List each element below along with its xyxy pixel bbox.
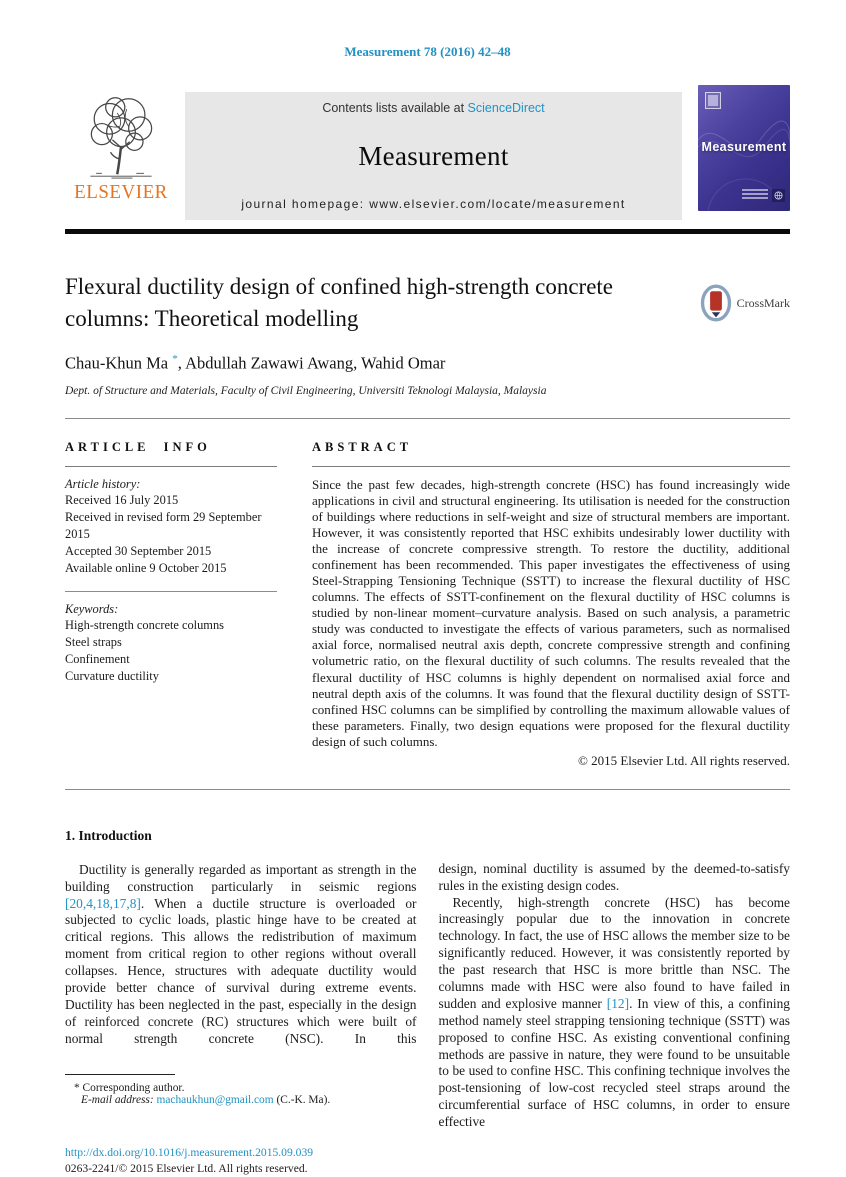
authors-rest: , Abdullah Zawawi Awang, Wahid Omar bbox=[177, 353, 446, 373]
body-columns bbox=[65, 828, 790, 1131]
masthead bbox=[65, 92, 790, 220]
contents-line bbox=[322, 101, 544, 115]
abstract-copyright: © 2015 Elsevier Ltd. All rights reserved. bbox=[577, 752, 790, 768]
email-link[interactable]: machaukhun@gmail.com bbox=[156, 1093, 274, 1106]
history-item: Received in revised form 29 September 2015 bbox=[65, 510, 262, 542]
authors-line bbox=[65, 353, 790, 374]
cover-globe-icon bbox=[772, 189, 785, 202]
keyword-item: Confinement bbox=[65, 651, 130, 666]
intro-paragraph-right-2 bbox=[439, 895, 791, 1131]
cover-imprint-lines bbox=[742, 187, 768, 199]
rights-line: 0263-2241/© 2015 Elsevier Ltd. All rights reserved. bbox=[65, 1162, 308, 1176]
keyword-item: Curvature ductility bbox=[65, 668, 159, 683]
doi-block bbox=[65, 1145, 790, 1177]
journal-citation-link[interactable]: Measurement 78 (2016) 42–48 bbox=[344, 44, 511, 59]
elsevier-logo bbox=[65, 92, 177, 220]
keyword-item: Steel straps bbox=[65, 634, 122, 649]
crossmark-badge[interactable] bbox=[700, 281, 790, 325]
doi-link[interactable]: http://dx.doi.org/10.1016/j.measurement.2015.09.039 bbox=[65, 1146, 314, 1160]
journal-title: Measurement bbox=[358, 140, 509, 171]
section-heading-introduction: 1. Introduction bbox=[65, 827, 152, 843]
title-block bbox=[65, 271, 790, 334]
email-suffix: (C.-K. Ma). bbox=[273, 1093, 331, 1106]
crossmark-icon bbox=[700, 282, 732, 324]
affiliation: Dept. of Structure and Materials, Faculty of Civil Engineering, Universiti Teknologi Malaysia, Malaysia bbox=[65, 384, 547, 397]
history-item: Available online 9 October 2015 bbox=[65, 561, 227, 576]
keyword-item: High-strength concrete columns bbox=[65, 617, 224, 632]
email-label: E-mail address: bbox=[81, 1093, 157, 1106]
article-info-heading: ARTICLE INFO bbox=[65, 439, 211, 454]
intro-right-text-1: Recently, high-strength concrete (HSC) has become increasingly popular due to the innovation in concrete technology. In fact, the use of HSC allows the member size to be significantly reduced. However, it was consistently reported by the past research that HSC is more brittle than NSC. The columns made with HSC were also found to have failed in sudden and explosive manner bbox=[438, 894, 790, 1011]
crossmark-label: CrossMark bbox=[736, 295, 790, 310]
rule-below-abstract bbox=[65, 789, 790, 790]
cover-elsevier-mini-logo bbox=[705, 92, 721, 109]
abstract-heading: ABSTRACT bbox=[312, 439, 413, 454]
elsevier-wordmark: ELSEVIER bbox=[74, 181, 168, 204]
email-line bbox=[65, 1094, 417, 1106]
abstract-column bbox=[312, 440, 790, 769]
contents-prefix: Contents lists available at bbox=[322, 101, 468, 115]
article-info-column bbox=[65, 440, 277, 769]
intro-paragraph-left bbox=[65, 862, 417, 1048]
intro-right-text-2: . In view of this, a confining method namely steel strapping tensioning technique (SSTT) was proposed to confine HSC. As existing conventional confining methods are passive in nature, they were found to be unsuitable to be used to confine HSC. This confining technique involves the post-tensioning of low-cost recycled steel straps around the circumferential surface of HSC columns, in order to ensure effective bbox=[438, 995, 790, 1130]
rule-above-meta bbox=[65, 418, 790, 419]
journal-homepage-link[interactable]: journal homepage: www.elsevier.com/locate/measurement bbox=[241, 197, 626, 211]
header-divider bbox=[65, 229, 790, 234]
history-label: Article history: bbox=[65, 476, 141, 491]
intro-left-text-2: . When a ductile structure is overloaded or subjected to cyclic loads, plastic hinge have to be created at critical regions. This allows the redistribution of maximum moment from critical region to other regions without overall collapses. Hence, structures with adequate ductility would provide better chance of survival during extreme events. Ductility has been neglected in the past, especially in the design of reinforced concrete (RC) structures which were built of normal strength concrete (NSC). In this bbox=[65, 895, 417, 1046]
abstract-rule bbox=[312, 466, 790, 467]
corresponding-author-mark[interactable]: * bbox=[172, 353, 178, 366]
citation-ref-link[interactable]: [20,4,18,17,8] bbox=[65, 895, 141, 911]
elsevier-tree-icon bbox=[73, 92, 169, 180]
journal-banner bbox=[185, 92, 682, 220]
meta-section bbox=[65, 440, 790, 769]
journal-cover-thumbnail bbox=[698, 85, 790, 211]
keywords-divider bbox=[65, 591, 277, 592]
corresponding-author-note: * Corresponding author. bbox=[74, 1081, 185, 1094]
paper-title: Flexural ductility design of confined high-strength concrete columns: Theoretical modelling bbox=[65, 274, 614, 331]
left-column bbox=[65, 828, 417, 1131]
history-item: Accepted 30 September 2015 bbox=[65, 544, 212, 559]
intro-left-text-1: Ductility is generally regarded as important as strength in the building construction particularly in seismic regions bbox=[65, 861, 417, 894]
right-column bbox=[439, 828, 791, 1131]
footnote-rule bbox=[65, 1074, 175, 1075]
sciencedirect-link[interactable]: ScienceDirect bbox=[467, 101, 545, 115]
footnote-block bbox=[65, 1074, 417, 1106]
history-item: Received 16 July 2015 bbox=[65, 492, 179, 507]
citation-ref-link[interactable]: [12] bbox=[606, 995, 630, 1011]
keywords-label: Keywords: bbox=[65, 601, 119, 616]
article-info-rule bbox=[65, 466, 277, 467]
intro-paragraph-right-1: design, nominal ductility is assumed by the deemed-to-satisfy rules in the existing design codes. bbox=[438, 860, 790, 893]
abstract-text: Since the past few decades, high-strength concrete (HSC) has found increasingly wide applications in civil and structural engineering. Its utilisation is needed for the construction of buildings where reductions in self-weight and size of structural members are important. However, it was consistently reported that HSC exhibits undesirably lower ductility with the increase of concrete compressive strength. To restore the ductility, additional confinement has been recommended. This paper investigates the effectiveness of using Steel-Strapping Tensioning Technique (SSTT) to increase the flexural ductility of HSC columns. The effects of SSTT-confinement on the flexural ductility of HSC columns is studied by non-linear moment–curvature analysis. Based on such analysis, a parametric study was conducted to investigate the effects of various parameters, such as normalised axial force, normalised neutral axis depth, concrete compressive strength and confining volumetric ratio, on the flexural ductility of such columns. The results revealed that the flexural ductility of HSC columns is highly dependent on normalised axial force and neutral depth axis of the columns. It was found that the flexural ductility design of SSTT-confined HSC columns can be simplified by controlling the maximum allowable values of these parameters. Finally, two design equations were proposed for the flexural ductility design of such columns. bbox=[312, 476, 790, 749]
author-corresponding: Chau-Khun Ma bbox=[65, 353, 169, 373]
cover-title: Measurement bbox=[701, 139, 787, 154]
